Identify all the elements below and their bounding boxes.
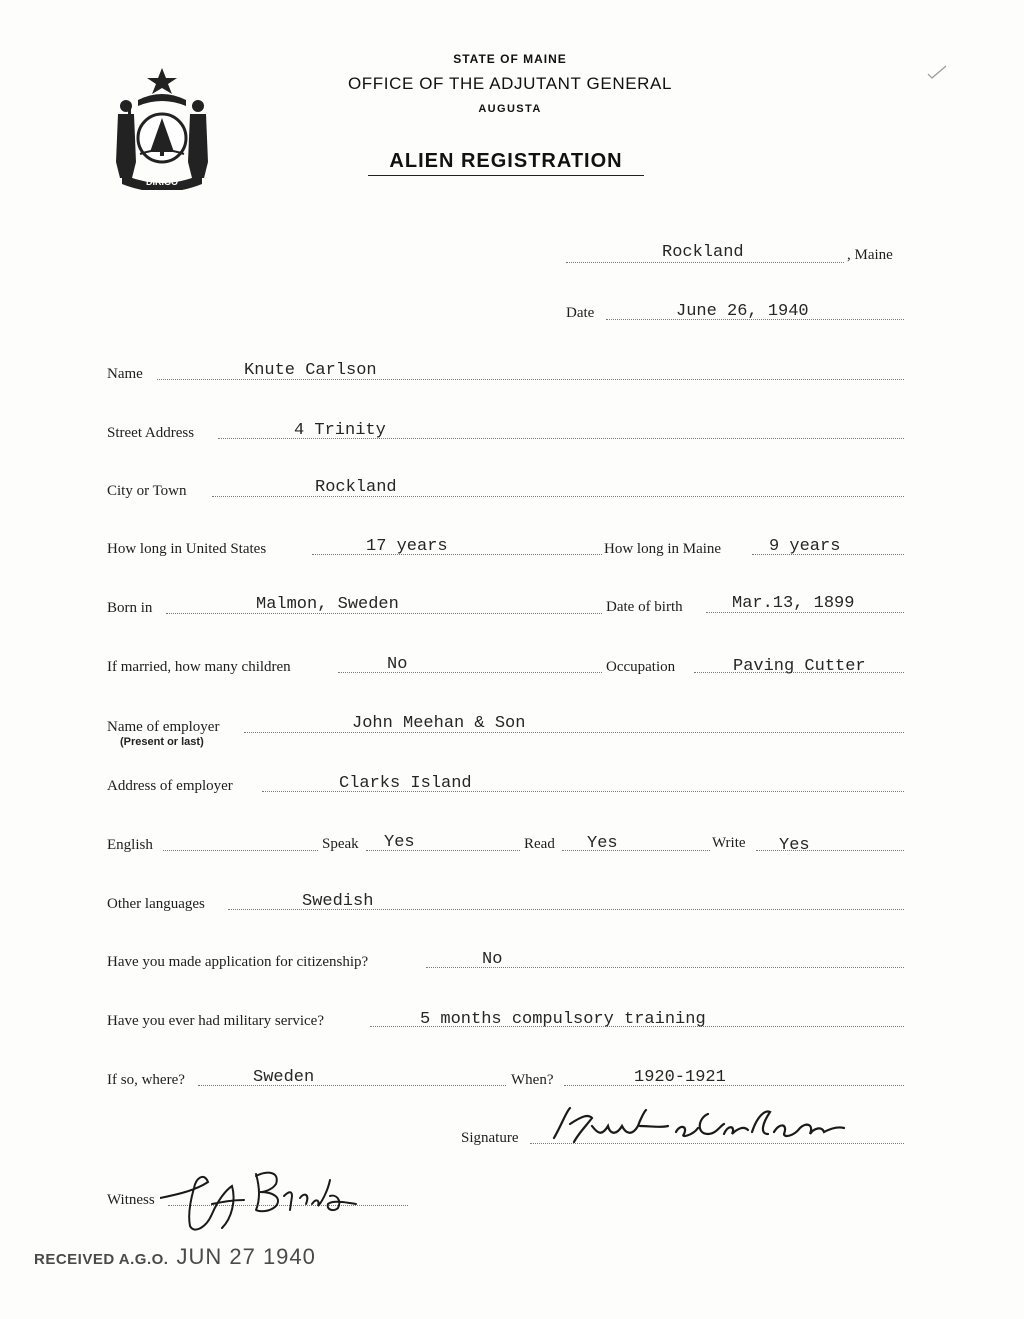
svg-text:DIRIGO: DIRIGO	[145, 177, 179, 187]
received-stamp	[34, 1244, 316, 1270]
state-seal-icon	[108, 66, 216, 190]
applicant-signature	[548, 1104, 864, 1148]
employer-value: John Meehan & Son	[352, 714, 526, 733]
dob-value: Mar.13, 1899	[732, 594, 855, 613]
other-languages-label: Other languages	[107, 896, 205, 912]
form-title: ALIEN REGISTRATION	[368, 150, 644, 176]
born-value: Malmon, Sweden	[256, 595, 399, 614]
occupation-label: Occupation	[606, 659, 676, 675]
read-label: Read	[524, 836, 555, 852]
received-stamp-date: JUN 27 1940	[176, 1244, 316, 1269]
dob-label: Date of birth	[606, 599, 683, 615]
read-line	[562, 850, 710, 851]
children-line	[338, 672, 602, 673]
us-time-label: How long in United States	[107, 541, 267, 557]
when-line	[564, 1085, 904, 1086]
header-city: AUGUSTA	[478, 103, 542, 115]
place-line	[566, 262, 844, 263]
employer-address-value: Clarks Island	[339, 774, 472, 793]
witness-label: Witness	[107, 1192, 155, 1208]
other-languages-value: Swedish	[302, 892, 374, 911]
city-label: City or Town	[107, 483, 187, 499]
street-label: Street Address	[107, 425, 195, 441]
employer-sublabel: (Present or last)	[120, 736, 204, 748]
military-value: 5 months compulsory training	[420, 1010, 706, 1029]
name-value: Knute Carlson	[244, 361, 377, 380]
employer-label: Name of employer	[107, 719, 220, 735]
employer-address-label: Address of employer	[107, 778, 233, 794]
when-label: When?	[511, 1072, 554, 1088]
read-value: Yes	[587, 834, 618, 853]
header-office: OFFICE OF THE ADJUTANT GENERAL	[347, 74, 673, 93]
us-time-line	[312, 554, 602, 555]
city-value: Rockland	[315, 478, 397, 497]
english-line	[163, 850, 318, 851]
witness-signature	[160, 1160, 380, 1236]
header-state: STATE OF MAINE	[453, 52, 567, 66]
occupation-value: Paving Cutter	[733, 657, 866, 676]
english-label: English	[107, 837, 153, 853]
when-value: 1920-1921	[634, 1068, 726, 1087]
maine-time-value: 9 years	[769, 537, 841, 556]
where-label: If so, where?	[107, 1072, 185, 1088]
date-label: Date	[566, 305, 595, 321]
military-label: Have you ever had military service?	[107, 1013, 324, 1029]
maine-time-label: How long in Maine	[604, 541, 722, 557]
born-label: Born in	[107, 600, 153, 616]
name-label: Name	[107, 366, 143, 382]
signature-label: Signature	[461, 1130, 519, 1146]
speak-label: Speak	[322, 836, 359, 852]
date-value: June 26, 1940	[676, 302, 809, 321]
received-stamp-label: RECEIVED A.G.O.	[34, 1251, 169, 1268]
employer-line	[244, 732, 904, 733]
street-value: 4 Trinity	[294, 421, 386, 440]
write-value: Yes	[779, 836, 810, 855]
place-value: Rockland	[662, 243, 744, 262]
citizenship-value: No	[482, 950, 503, 969]
citizenship-label: Have you made application for citizenship?	[107, 954, 369, 970]
speak-value: Yes	[384, 833, 415, 852]
where-value: Sweden	[253, 1068, 315, 1087]
children-label: If married, how many children	[107, 659, 291, 675]
us-time-value: 17 years	[366, 537, 448, 556]
write-label: Write	[712, 835, 746, 851]
where-line	[198, 1085, 506, 1086]
check-mark-icon	[926, 62, 950, 82]
place-label: , Maine	[847, 247, 893, 263]
children-value: No	[387, 655, 408, 674]
